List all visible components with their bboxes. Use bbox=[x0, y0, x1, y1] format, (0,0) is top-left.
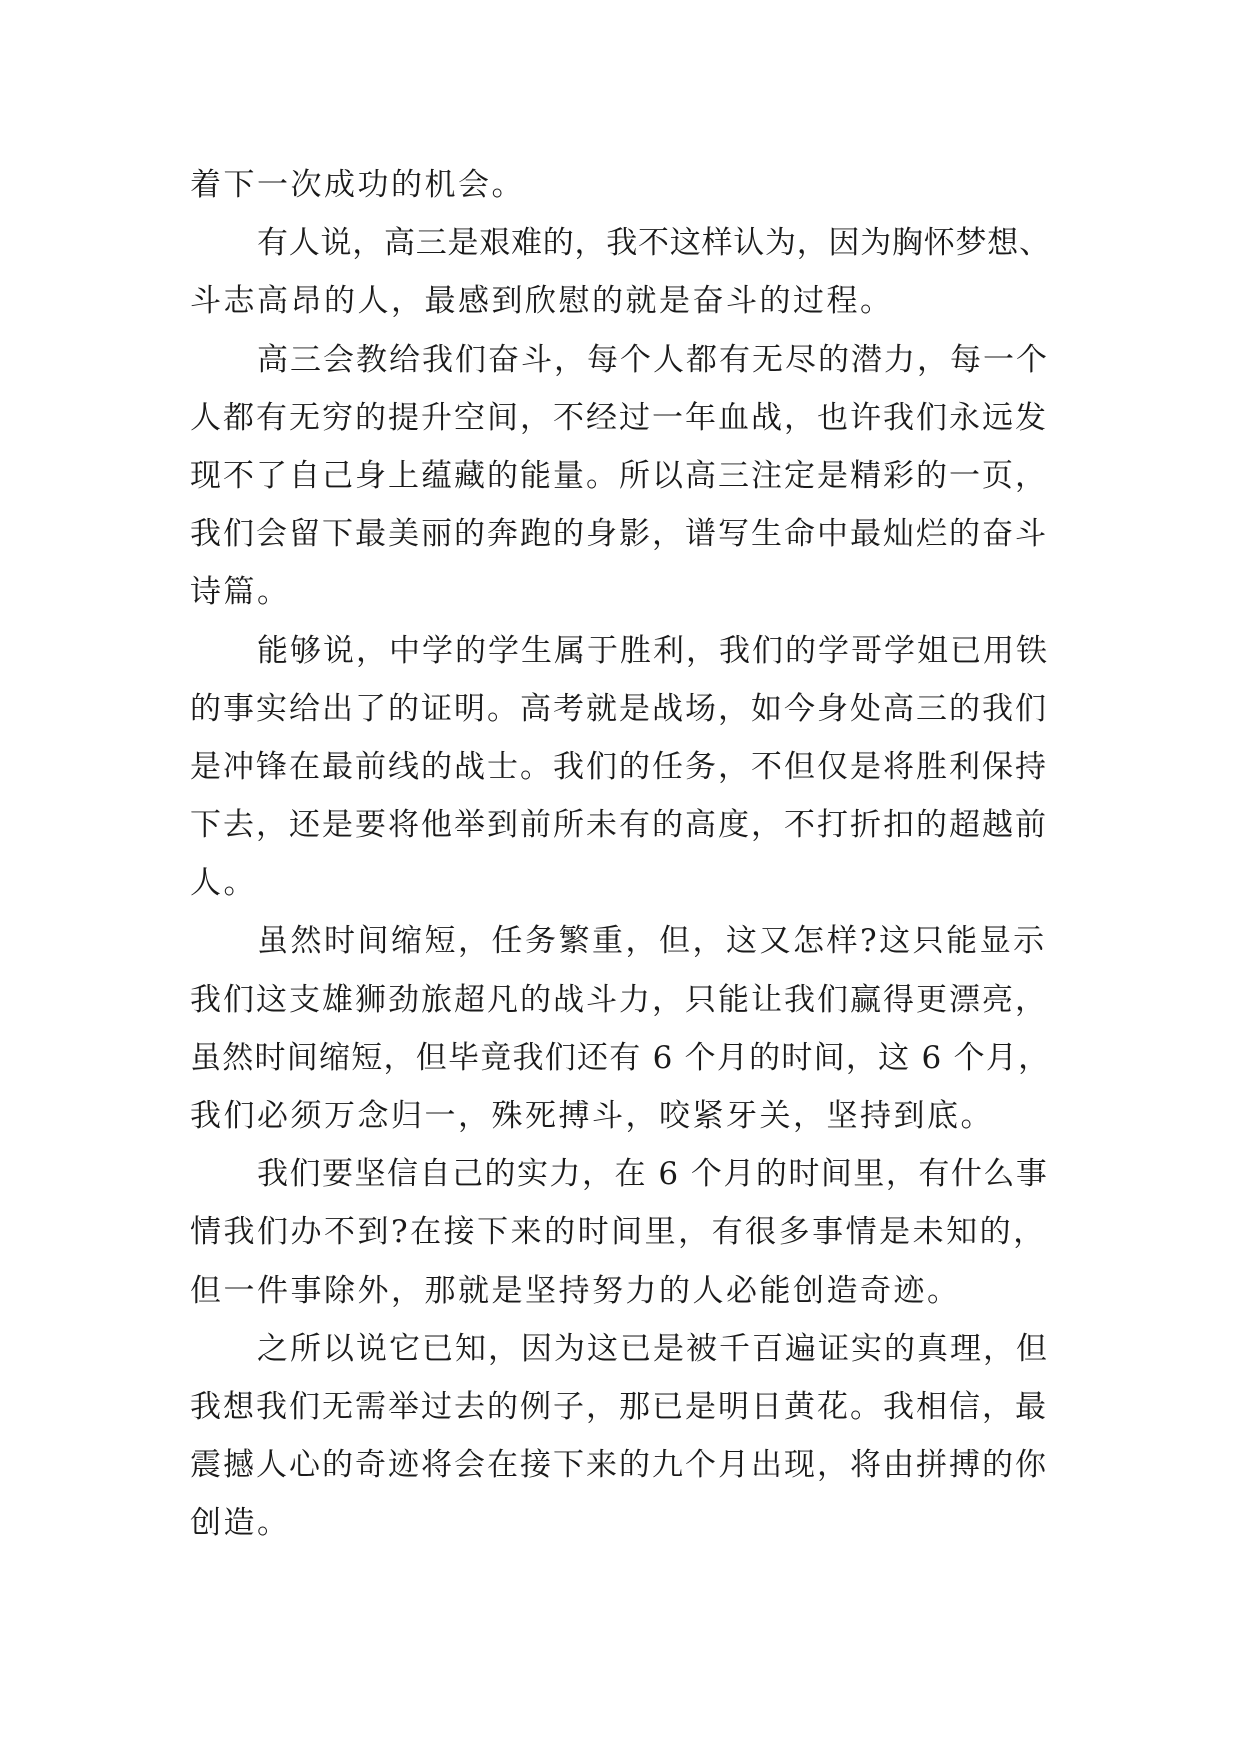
document-body bbox=[190, 156, 1052, 1553]
text-line: 震撼人心的奇迹将会在接下来的九个月出现，将由拼搏的你 bbox=[190, 1447, 1048, 1484]
text-line: 虽然时间缩短，任务繁重，但，这又怎样?这只能显示 bbox=[257, 923, 1047, 960]
text-line: 人都有无穷的提升空间，不经过一年血战，也许我们永远发 bbox=[190, 399, 1048, 436]
text-line: 我想我们无需举过去的例子，那已是明日黄花。我相信，最 bbox=[190, 1388, 1048, 1425]
text-line: 现不了自己身上蕴藏的能量。所以高三注定是精彩的一页， bbox=[190, 457, 1048, 494]
text-line: 但一件事除外，那就是坚持努力的人必能创造奇迹。 bbox=[190, 1272, 961, 1309]
text-line: 我们必须万念归一，殊死搏斗，咬紧牙关，坚持到底。 bbox=[190, 1098, 994, 1134]
text-line: 人。 bbox=[190, 865, 257, 902]
text-line: 的事实给出了的证明。高考就是战场，如今身处高三的我们 bbox=[190, 690, 1048, 727]
text-line: 斗志高昂的人，最感到欣慰的就是奋斗的过程。 bbox=[190, 283, 894, 320]
text-line: 我们会留下最美丽的奔跑的身影，谱写生命中最灿烂的奋斗 bbox=[190, 516, 1048, 553]
text-line: 能够说，中学的学生属于胜利，我们的学哥学姐已用铁 bbox=[257, 632, 1049, 669]
text-line: 虽然时间缩短，但毕竟我们还有 6 个月的时间，这 6 个月， bbox=[190, 1039, 1051, 1076]
text-line: 之所以说它已知，因为这已是被千百遍证实的真理，但 bbox=[257, 1330, 1049, 1367]
text-line: 有人说，高三是艰难的，我不这样认为，因为胸怀梦想、 bbox=[257, 225, 1051, 262]
text-line: 创造。 bbox=[190, 1505, 291, 1542]
text-line: 高三会教给我们奋斗，每个人都有无尽的潜力，每一个 bbox=[257, 341, 1049, 378]
text-line: 情我们办不到?在接下来的时间里，有很多事情是未知的， bbox=[190, 1214, 1047, 1251]
text-line: 我们这支雄狮劲旅超凡的战斗力，只能让我们赢得更漂亮， bbox=[190, 981, 1048, 1018]
text-line: 是冲锋在最前线的战士。我们的任务，不但仅是将胜利保持 bbox=[190, 748, 1048, 785]
text-line: 着下一次成功的机会。 bbox=[190, 167, 525, 203]
text-line: 下去，还是要将他举到前所未有的高度，不打折扣的超越前 bbox=[190, 807, 1048, 844]
text-line: 诗篇。 bbox=[190, 574, 291, 611]
text-line: 我们要坚信自己的实力，在 6 个月的时间里，有什么事 bbox=[257, 1156, 1049, 1193]
